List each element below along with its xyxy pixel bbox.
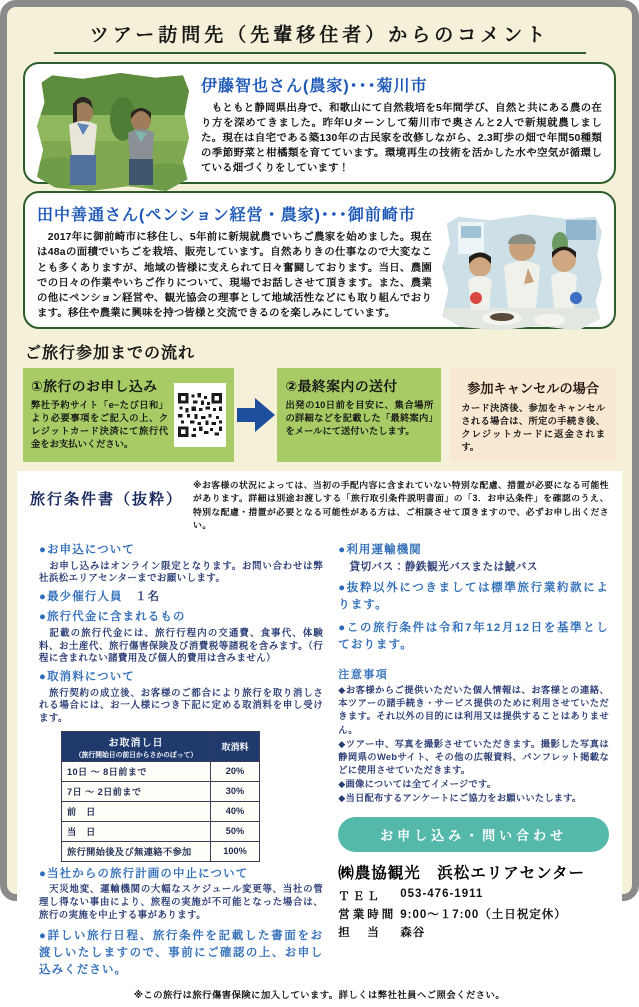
farmer-comment-tanaka: 2017年に御前崎市に移住し、5年前に新規就農でいちご農家を始めました。現在は48aの面積でいちごを栽培、販売しています。自然ありきの仕事なので大変なことも多くありますが、地域の皆様に支えられて日々奮闘しております。当日、農園での日々の作業やいちご作りについて、現場でお話しさせて頂きます。また、農業の他にペンション経営や、観光協会の理事として地域活性などにも取り組んでおります。移住や農業に興味を持つ皆様と交流できるのを楽しみにしています。 [37, 232, 432, 319]
arrow-right-icon [234, 368, 277, 462]
flow-step2-body: 出発の10日前を目安に、集合場所の詳細などを記載した「最終案内」をメールにて送付いたします。 [285, 399, 434, 437]
cancel-body: カード決済後、参加をキャンセルされる場合は、所定の手続き後、クレジットカードに返金されます。 [461, 402, 606, 453]
note-survey: ◆当日配布するアンケートにご協力をお願いいたします。 [338, 792, 582, 803]
transport-title: ●利用運輸機関 [338, 544, 422, 557]
table-header-date-sub: （旅行開始日の前日からさかのぼって） [74, 751, 198, 759]
row-label: 前 日 [62, 801, 211, 821]
row-value: 20% [211, 761, 260, 781]
table-row [62, 841, 260, 861]
detailed-itinerary-note: ●詳しい旅行日程、旅行条件を記載した書面をお渡しいたしますので、事前にご確認の上、お申し込みください。 [39, 929, 324, 976]
notes-heading: 注意事項 [338, 669, 389, 682]
transport-body: 貸切バス：静鉄観光バスまたは鯱バス [338, 560, 538, 573]
tel-line [338, 888, 609, 904]
farmer-comment-ito: もともと静岡県出身で、和歌山にて自然栽培を5年間学び、自然と共にある農の在り方を深めてきました。昨年Uターンして菊川市で奥さんと2人で新規就農しました。現在は自宅である築130年の古民家を改修しながら、2.3町歩の畑で年間50種類の季節野菜と柑橘類を育てています。環境再生の技術を活かした水や空気が循環している畑づくりをしています！ [201, 103, 602, 175]
apply-contact-button[interactable]: お申し込み・問い合わせ [338, 817, 609, 852]
hours-value: 9:00～１7:00（土日祝定休） [400, 908, 567, 921]
row-value: 100% [211, 841, 260, 861]
special-care-note: ※お客様の状況によっては、当初の手配内容に含まれていない特別な配慮、措置が必要になる可能性があります。詳細は別途お渡しする「旅行取引条件説明書面」の「3．お申込条件」を確認のうえ、特別な配慮・措置が必要となる可能性がある方は、ご相談させて頂きますので、必ずお申し出ください。 [193, 479, 609, 531]
staff-label: 担 当 [338, 926, 382, 939]
application-body: お申し込みはオンライン限定となります。お問い合わせは弊社浜松エリアセンターまでお願いします。 [39, 559, 324, 584]
flow-section-heading: ご旅行参加までの流れ [25, 344, 196, 362]
tel-number: 053-476-1911 [400, 887, 484, 900]
insurance-note: ※この旅行は旅行傷害保険に加入しています。詳しくは弊社社員へご照会ください。 [133, 989, 506, 1000]
table-row [62, 781, 260, 801]
farmer-name-tanaka: 田中善通さん(ペンション経営・農家)･･･御前崎市 [37, 207, 416, 225]
min-participants-value: １名 [122, 591, 161, 604]
min-participants-title: ●最少催行人員 [39, 591, 123, 604]
flow-steps [23, 368, 616, 462]
tel-label: ＴＥＬ [338, 890, 382, 903]
staff-name: 森谷 [400, 926, 426, 939]
staff-line [338, 924, 609, 940]
row-label: 旅行開始後及び無連絡不参加 [62, 841, 211, 861]
conditions-left-column [30, 538, 323, 979]
flow-step1-body: 弊社予約サイト「e−たび日和」より必要事項をご記入の上、クレジットカード決済にて旅行代金をお支払いください。 [31, 399, 169, 450]
note-privacy: ◆お客様からご提供いただいた個人情報は、お客様との連絡、本ツアーの諸手続き・サービス提供のために利用させていただきます。それ以外の目的には利用又は提供することはありません。 [338, 685, 609, 735]
flow-step1-box [23, 368, 234, 462]
table-row [62, 821, 260, 841]
table-row [62, 761, 260, 781]
trip-cancellation-body: 天災地変、運輸機関の大幅なスケジュール変更等、当社の管理し得ない事由により、旅程の実施が不可能となった場合は、旅行の実施を中止する事があります。 [39, 883, 324, 920]
row-value: 30% [211, 781, 260, 801]
hours-label: 営業時間 [338, 908, 397, 921]
table-header-date [62, 731, 211, 761]
table-header-rate: 取消料 [211, 731, 260, 761]
cancel-info-box [450, 368, 616, 462]
company-name: ㈱農協観光 浜松エリアセンター [338, 864, 585, 882]
travel-conditions-panel [17, 471, 622, 1007]
comment-card-ito [23, 62, 616, 184]
note-images: ◆画像については全てイメージです。 [338, 778, 497, 789]
hours-line [338, 906, 609, 922]
page-title: ツアー訪問先（先輩移住者）からのコメント [54, 20, 586, 54]
included-costs-body: 記載の旅行代金には、旅行行程内の交通費、食事代、体験料、お土産代、旅行傷害保険及び消費税等諸税を含みます。（行程に含まれない諸費用及び個人的費用は含みません） [39, 626, 324, 664]
application-title: ●お申込について [39, 544, 135, 557]
conditions-right-column [338, 538, 609, 979]
flow-step2-title: ②最終案内の送付 [285, 378, 398, 394]
note-photos: ◆ツアー中、写真を撮影させていただきます。撮影した写真は静岡県のWebサイト、その他の広報資料、パンフレット掲載などに使用させていただきます。 [338, 738, 609, 775]
row-value: 50% [211, 821, 260, 841]
trip-cancellation-title: ●当社からの旅行計画の中止について [39, 867, 249, 880]
row-label: 当 日 [62, 821, 211, 841]
flow-step2-box [277, 368, 441, 462]
qr-code [174, 383, 226, 447]
family-photo [442, 214, 602, 330]
comment-card-tanaka [23, 191, 616, 328]
row-label: 10日 ～ 8日前まで [62, 761, 211, 781]
standard-terms-note: ●抜粋以外につきましては標準旅行業約款によります。 [338, 581, 609, 612]
min-participants-line [39, 590, 323, 605]
base-date-note: ●この旅行条件は令和7年12月12日を基準としております。 [338, 622, 609, 652]
cancellation-fee-body: 旅行契約の成立後、お客様のご都合により旅行を取り消しされる場合には、お一人様につき下記に定める取消料を申し受けます。 [39, 686, 324, 724]
cancel-title: 参加キャンセルの場合 [467, 380, 600, 396]
farm-couple-photo [37, 73, 189, 191]
farmer-name-ito: 伊藤智也さん(農家)･･･菊川市 [201, 78, 428, 95]
included-costs-title: ●旅行代金に含まれるもの [39, 611, 186, 624]
cancellation-fee-table [61, 731, 260, 862]
conditions-heading: 旅行条件書（抜粋） [30, 490, 184, 508]
flow-step1-title: ①旅行のお申し込み [31, 378, 158, 394]
row-value: 40% [211, 801, 260, 821]
table-header-date-main: お取消し日 [108, 737, 164, 749]
cancellation-fee-title: ●取消料について [39, 671, 135, 684]
row-label: 7日 ～ 2日前まで [62, 781, 211, 801]
table-row [62, 801, 260, 821]
